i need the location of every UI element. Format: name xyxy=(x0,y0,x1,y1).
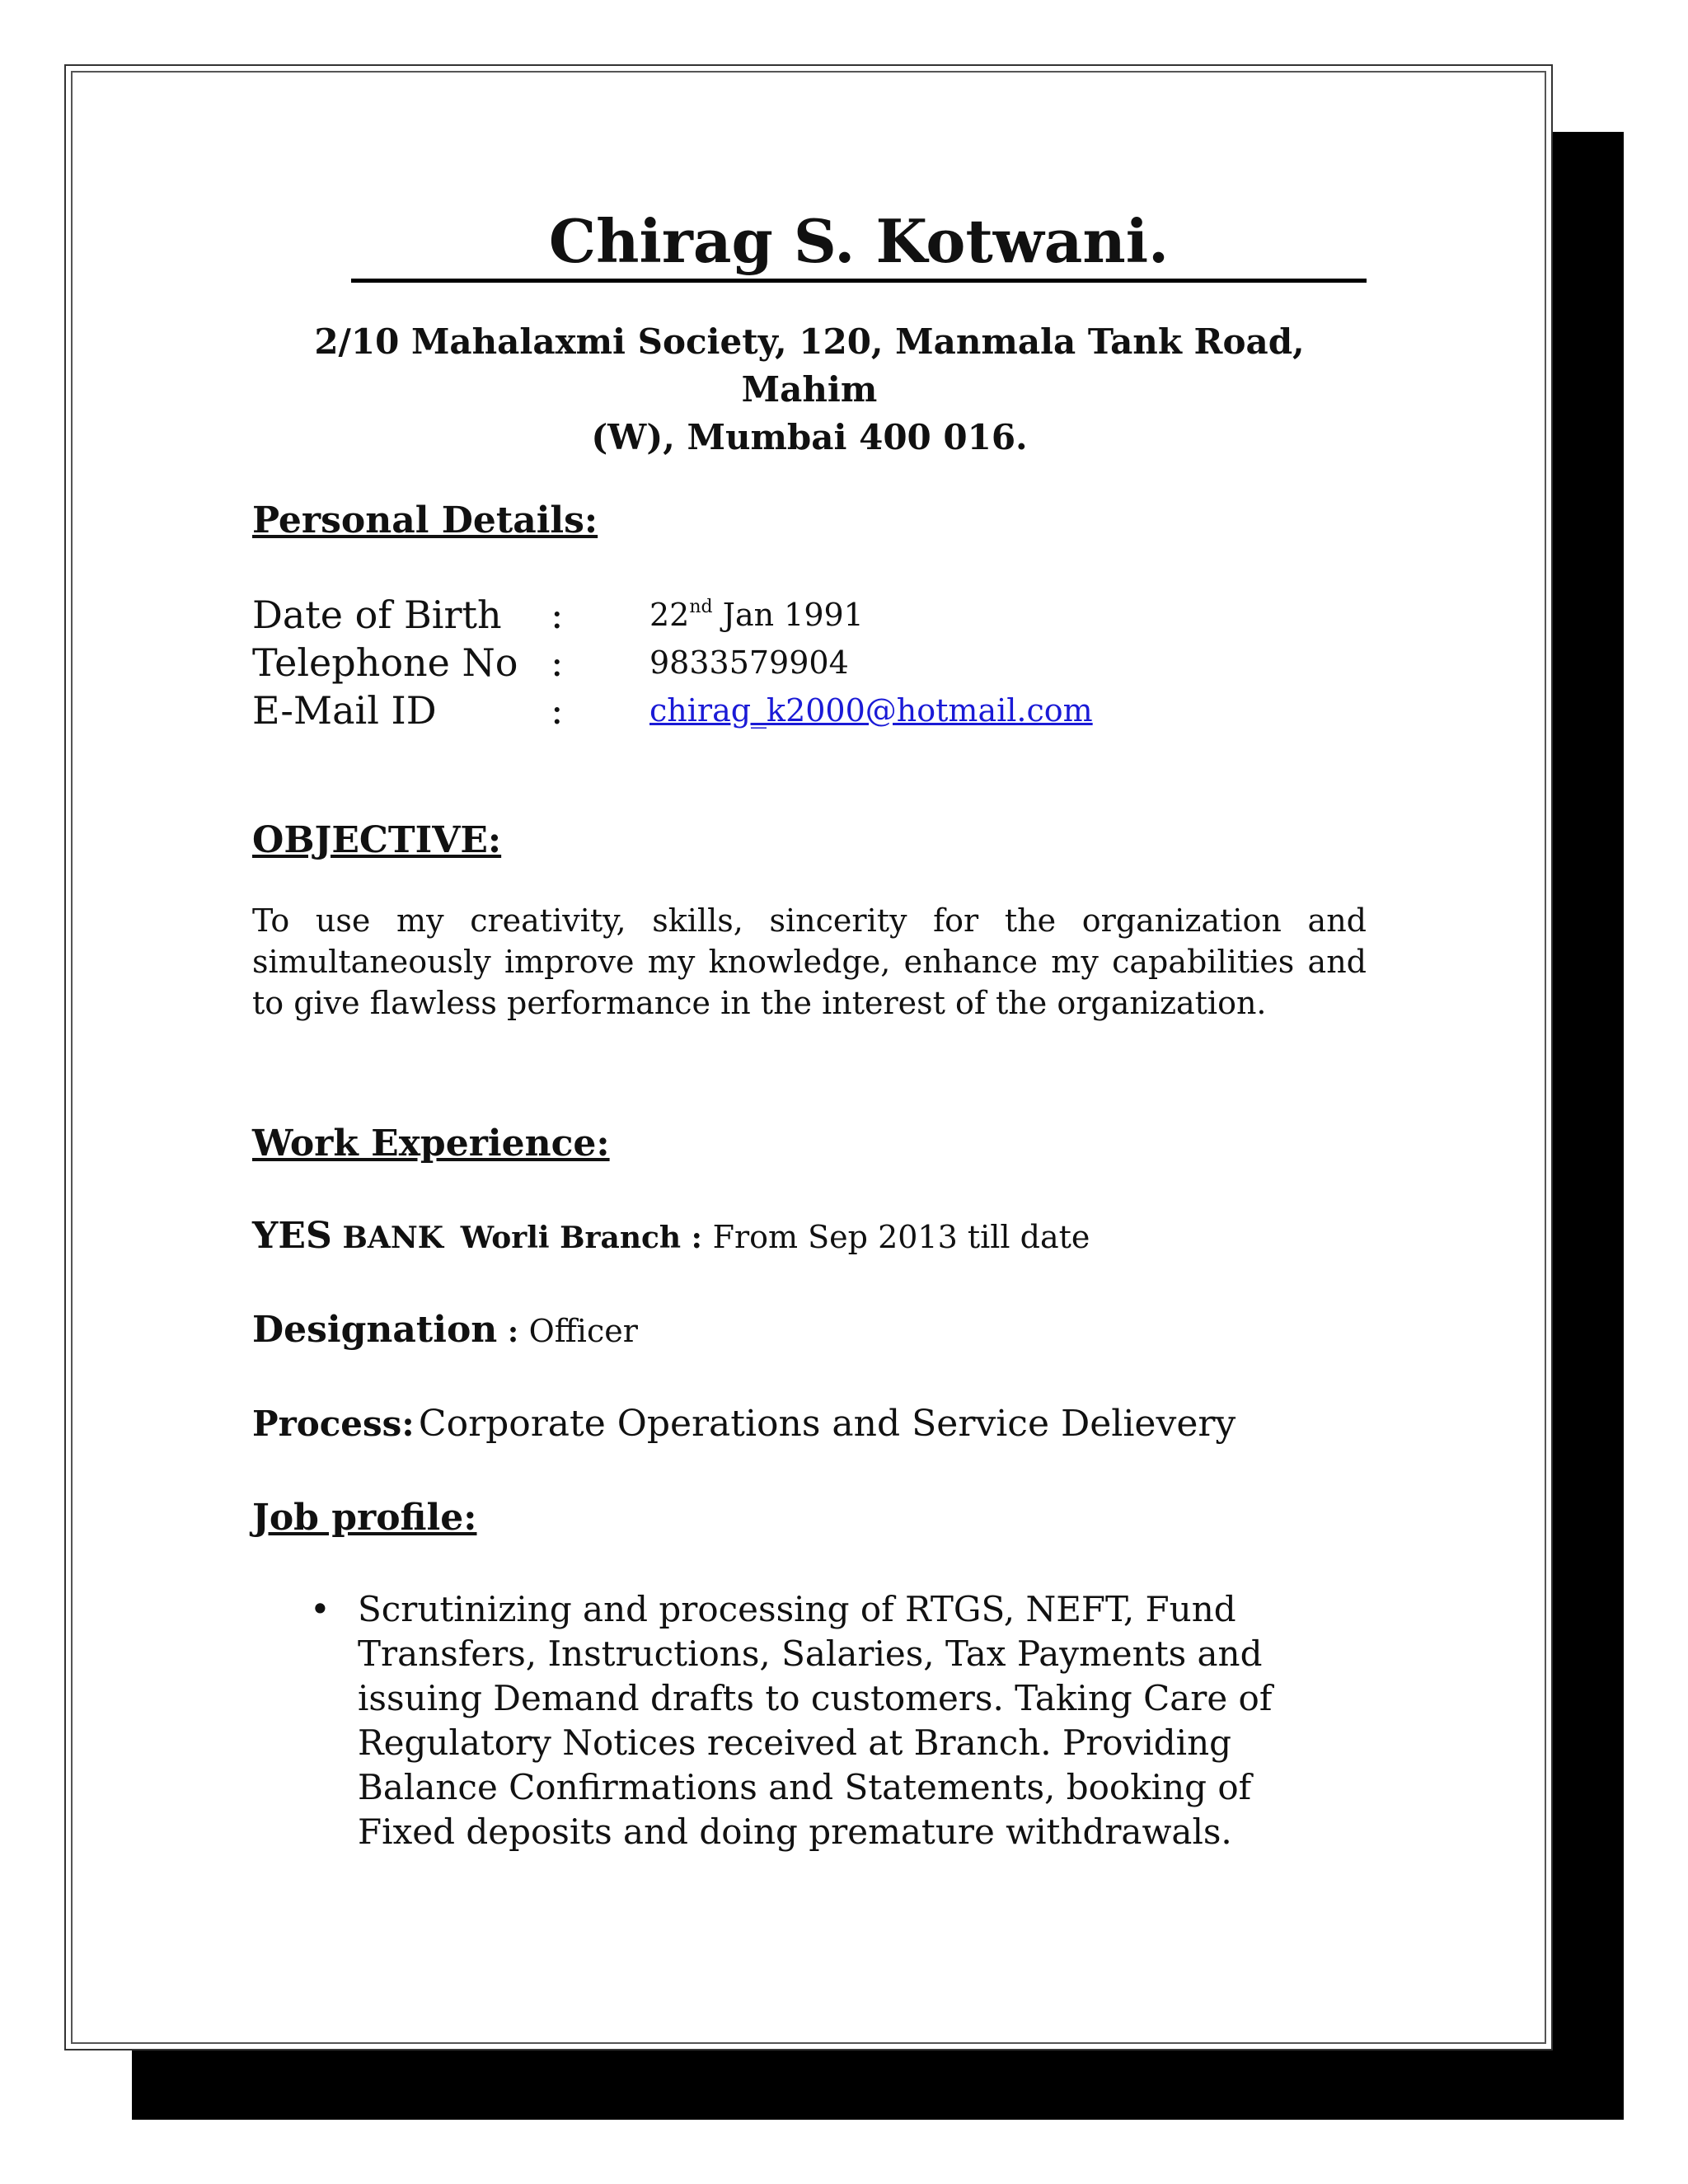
phone-row xyxy=(252,638,1367,687)
designation-value: Officer xyxy=(528,1313,638,1349)
employment-period: From Sep 2013 till date xyxy=(712,1219,1090,1255)
phone-value: 9833579904 xyxy=(649,644,849,681)
address xyxy=(252,318,1367,462)
email-colon: : xyxy=(551,688,564,733)
branch-name: Worli Branch : xyxy=(460,1221,702,1255)
phone-label: Telephone No xyxy=(252,640,518,685)
process-line xyxy=(252,1399,1367,1456)
dob-value: 22nd Jan 1991 xyxy=(649,597,864,633)
company-line xyxy=(252,1212,1367,1263)
candidate-name: Chirag S. Kotwani. xyxy=(548,206,1170,276)
email-label: E-Mail ID xyxy=(252,688,437,733)
dob-row xyxy=(252,590,1367,640)
address-line-1: 2/10 Mahalaxmi Society, 120, Manmala Tank Road, Mahim xyxy=(314,321,1305,410)
email-link[interactable]: chirag_k2000@hotmail.com xyxy=(649,692,1093,729)
dob-label: Date of Birth xyxy=(252,593,502,637)
company-yes: YES xyxy=(252,1215,332,1257)
designation-line xyxy=(252,1305,1367,1362)
address-line-2: (W), Mumbai 400 016. xyxy=(591,417,1028,457)
bullet-icon: • xyxy=(310,1589,331,1629)
process-label: Process: xyxy=(252,1404,415,1444)
designation-separator: : xyxy=(497,1315,529,1349)
company-bank: BANK xyxy=(342,1221,444,1255)
list-item: Scrutinizing and processing of RTGS, NEFT, Fund Transfers, Instructions, Salaries, Tax Payments and issuing Demand drafts to customers. Taking Care of Regulatory Notices received at Branch. Providing Balance Confirmations and Statements, booking of Fixed deposits and doing premature withdrawals. xyxy=(358,1589,1273,1852)
objective-heading: OBJECTIVE: xyxy=(252,819,502,861)
personal-details-heading: Personal Details: xyxy=(252,499,598,541)
phone-colon: : xyxy=(551,640,564,685)
name-underline xyxy=(351,279,1367,283)
job-profile-heading: Job profile: xyxy=(252,1497,477,1539)
process-value: Corporate Operations and Service Delievery xyxy=(418,1403,1236,1445)
objective-text: To use my creativity, skills, sincerity for the organization and simultaneously improve my knowledge, enhance my capabilities and to give flawless performance in the interest of the organization. xyxy=(252,902,1367,1021)
email-row xyxy=(252,686,1367,735)
designation-label: Designation xyxy=(252,1309,498,1351)
work-experience-heading: Work Experience: xyxy=(252,1122,610,1165)
dob-colon: : xyxy=(551,593,564,637)
